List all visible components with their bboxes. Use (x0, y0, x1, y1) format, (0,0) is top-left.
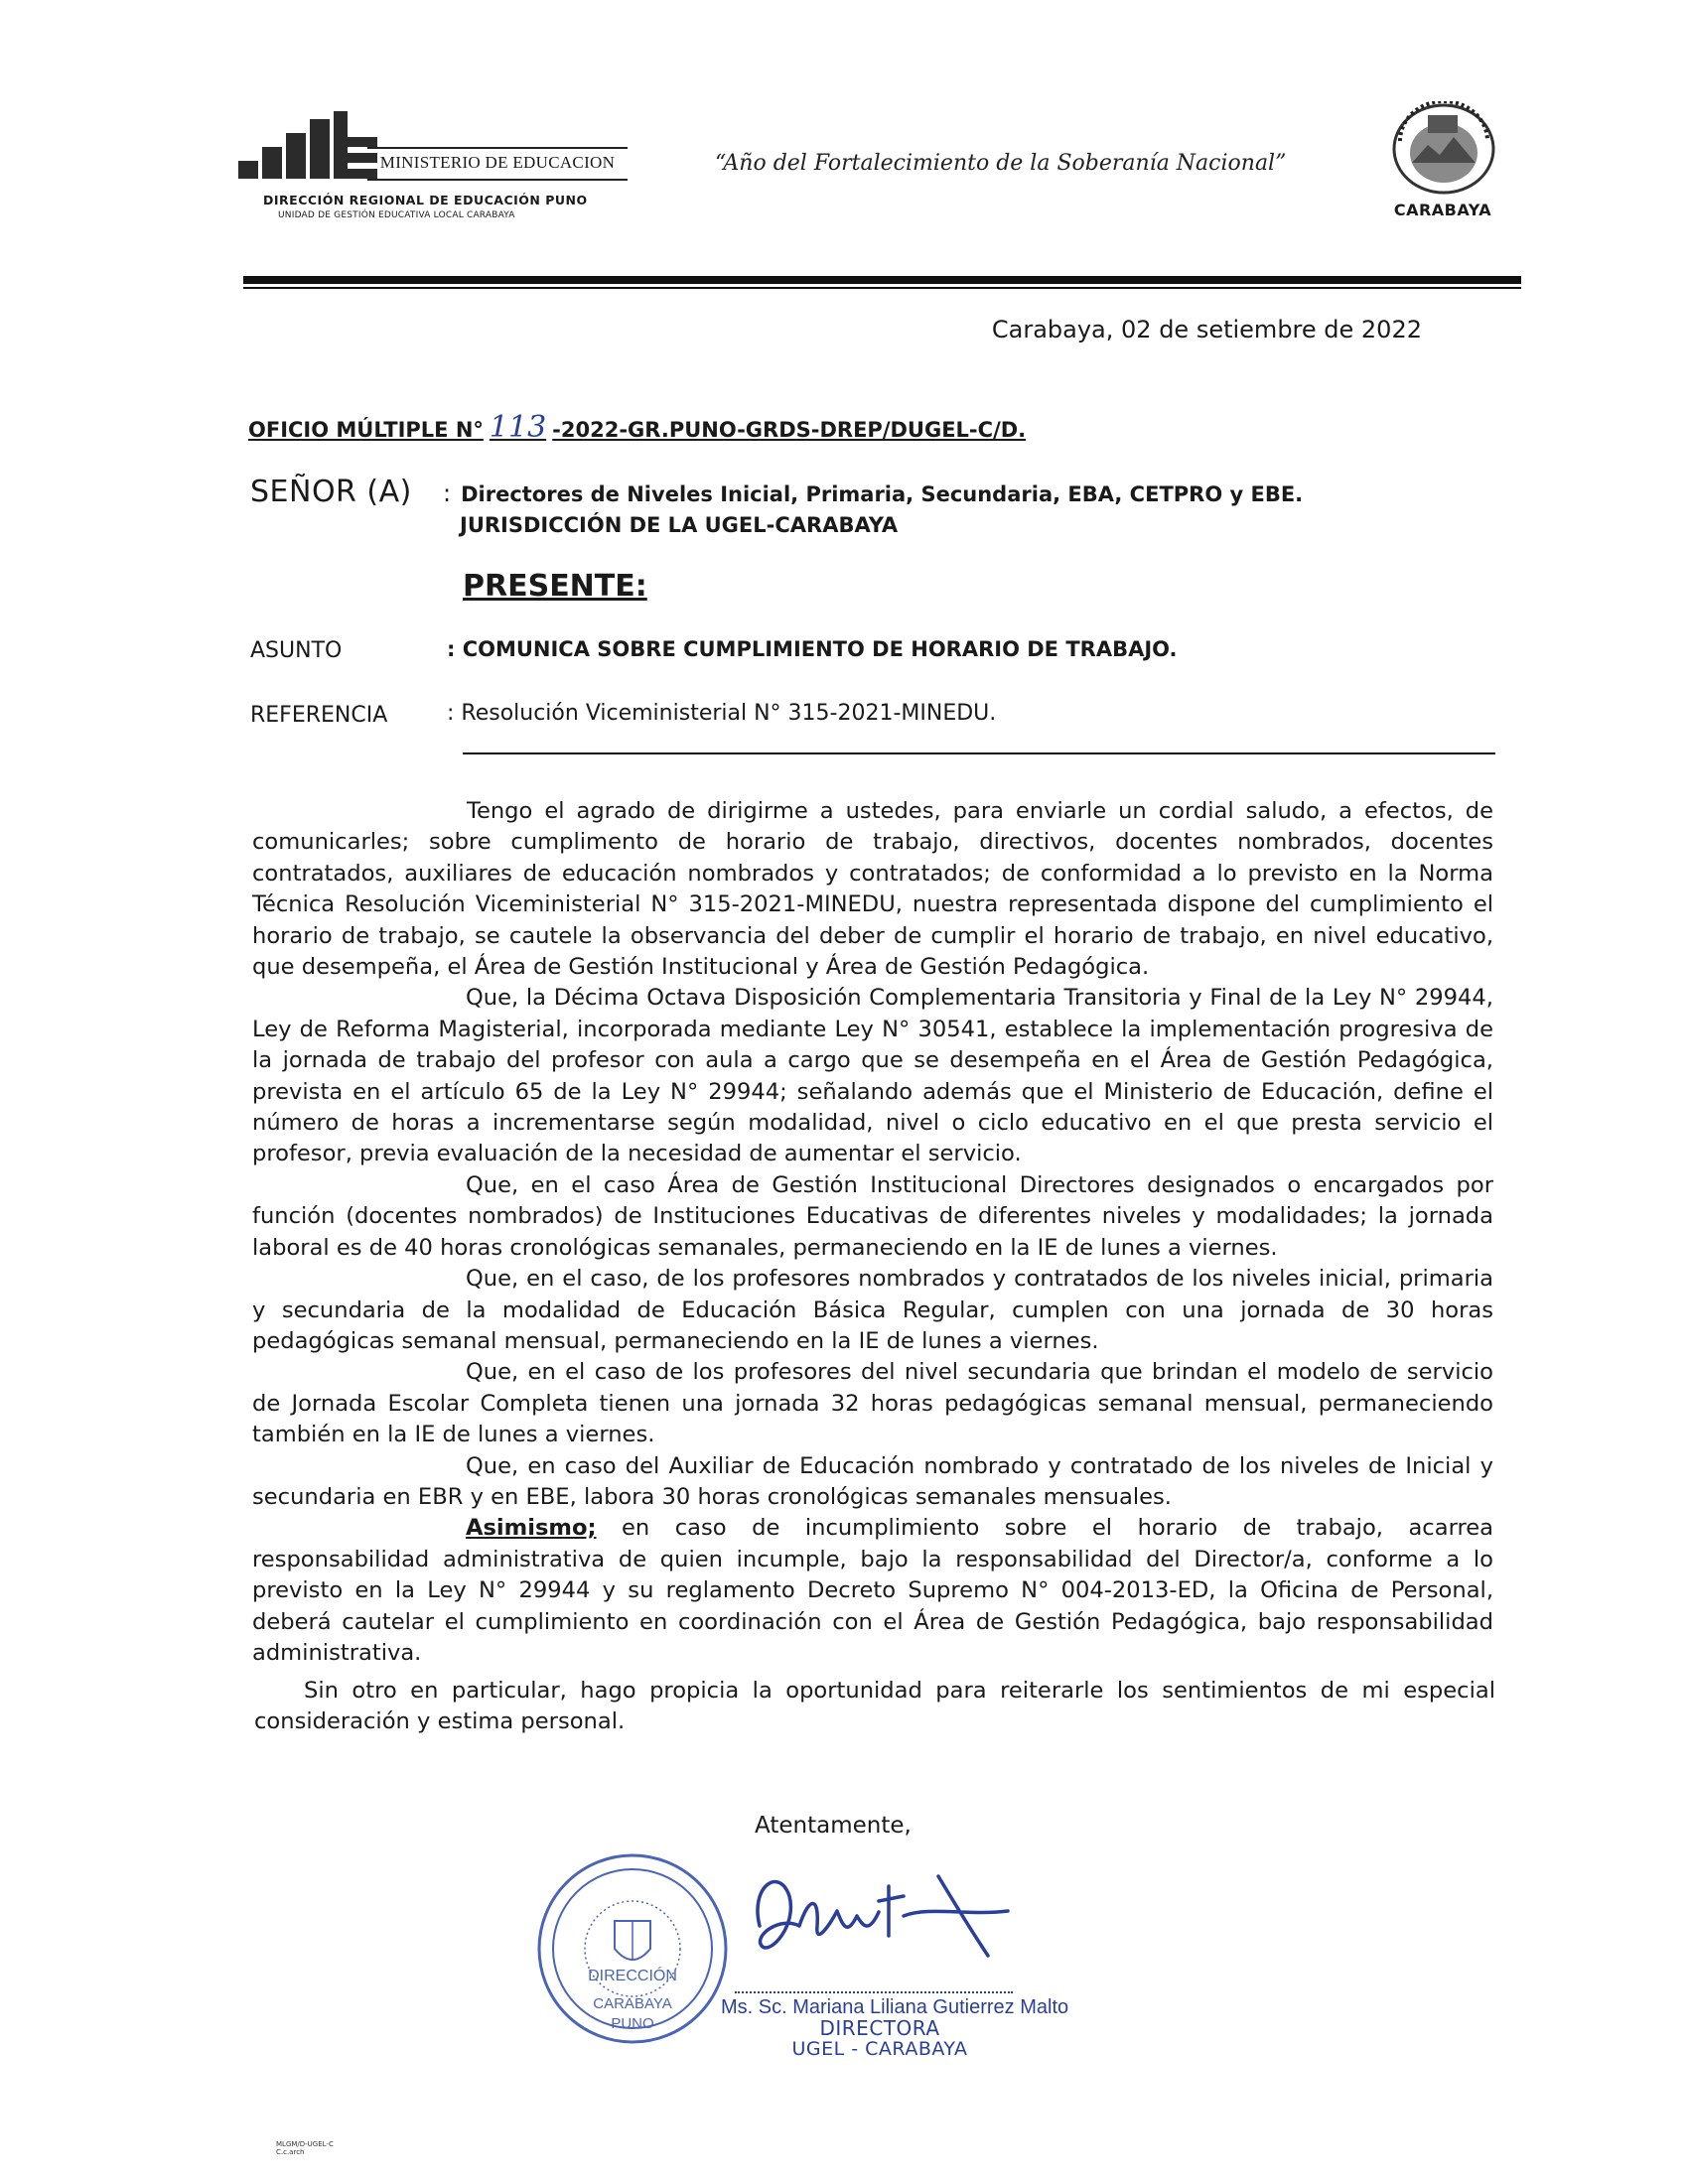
reference-initials (276, 2140, 334, 2156)
ministry-logo (238, 111, 635, 220)
regional-direction: DIRECCIÓN REGIONAL DE EDUCACIÓN PUNO (263, 193, 588, 207)
header-rule-thick (243, 276, 1521, 284)
subject-value: : COMUNICA SOBRE CUMPLIMIENTO DE HORARIO DE TRABAJO. (447, 637, 1178, 661)
recipient-value (443, 478, 1303, 541)
recipient-label: SEÑOR (A) (250, 475, 412, 509)
oficio-number-line (248, 410, 1026, 445)
body-paragraph-3: Que, en el caso Área de Gestión Institucional Directores designados o encargados por función (docentes nombrados) de Instituciones Educativas de diferentes niveles y modalidades; la jornada laboral es de 40 horas cronológicas semanales, permaneciendo en la IE de lunes a viernes. (252, 1171, 1493, 1261)
oficio-prefix: OFICIO MÚLTIPLE N° (248, 418, 484, 442)
stamp-center-text: DIRECCIÓN (588, 1968, 677, 1984)
recipient-line-2: JURISDICCIÓN DE LA UGEL-CARABAYA (460, 513, 899, 537)
recipient-colon: : (443, 479, 452, 507)
signer-role: DIRECTORA (819, 2016, 940, 2040)
body-paragraph-7 (252, 1513, 1493, 1669)
handwritten-signature (740, 1856, 1038, 1976)
body-paragraph-5: Que, en el caso de los profesores del nivel secundaria que brindan el modelo de servicio de Jornada Escolar Completa tienen una jornada 32 horas pedagógicas semanal mensual, permaneciendo también en la IE de lunes a viernes. (252, 1359, 1493, 1448)
reference-initials-line-2: C.c.arch (276, 2148, 305, 2156)
stamp-place-2: PUNO (611, 2015, 654, 2032)
signer-block (721, 1996, 1069, 2060)
signer-name: Ms. Sc. Mariana Liliana Gutierrez Malto (721, 1996, 1069, 2018)
body-paragraph-1: Tengo el agrado de dirigirme a ustedes, para enviarle un cordial saludo, a efectos, de comunicarles; sobre cumplimento de horario de trabajo, directivos, docentes nombrados, docentes contratados, auxiliares de educación nombrados y contratados; de conformidad a lo previsto en la Norma Técnica Resolución Viceministerial N° 315-2021-MINEDU, nuestra representada dispone del cumplimiento el horario de trabajo, se cautele la observancia del deber de cumplir el horario de trabajo, en nivel educativo, que desempeña, el Área de Gestión Institucional y Área de Gestión Pedagógica. (252, 798, 1493, 981)
reference-label: REFERENCIA (250, 703, 388, 728)
signer-organization: UGEL - CARABAYA (791, 2038, 968, 2060)
subject-label: ASUNTO (250, 638, 343, 663)
signature-line (735, 1991, 1013, 1993)
body-paragraph-7-text: en caso de incumplimiento sobre el horario de trabajo, acarrea responsabilidad administrativa de quien incumple, bajo la responsabilidad del Director/a, conforme a lo previsto en la Ley N° 29944 y su reglamento Decreto Supremo N° 004-2013-ED, la Oficina de Personal, deberá cautelar el cumplimiento en coordinación con el Área de Gestión Pedagógica, bajo responsabilidad administrativa. (252, 1515, 1493, 1666)
ugel-logo (1378, 101, 1507, 225)
oficio-number: 113 (489, 410, 547, 445)
body-paragraph-6: Que, en caso del Auxiliar de Educación nombrado y contratado de los niveles de Inicial y secundaria en EBR y en EBE, labora 30 horas cronológicas semanales mensuales. (252, 1452, 1493, 1510)
body-paragraph-7-lead: Asimismo; (466, 1515, 597, 1542)
ministry-name: MINISTERIO DE EDUCACION (367, 147, 628, 181)
presente-heading: PRESENTE: (463, 569, 647, 604)
ugel-emblem-icon (1388, 101, 1499, 196)
official-stamp (533, 1849, 732, 2048)
body-paragraph-4: Que, en el caso, de los profesores nombrados y contratados de los niveles inicial, primaria y secundaria de la modalidad de Educación Básica Regular, cumplen con una jornada de 30 horas pedagógicas semanal mensual, permaneciendo en la IE de lunes a viernes. (252, 1266, 1493, 1354)
ugel-logo-name: CARABAYA (1393, 201, 1492, 219)
year-motto: “Año del Fortalecimiento de la Soberanía Nacional” (715, 151, 1287, 176)
document-date: Carabaya, 02 de setiembre de 2022 (991, 316, 1422, 343)
header-rule-thin (243, 287, 1521, 289)
recipient-line-1: Directores de Niveles Inicial, Primaria, Secundaria, EBA, CETPRO y EBE. (461, 482, 1304, 506)
reference-rule (463, 752, 1495, 754)
valediction: Atentamente, (755, 1813, 912, 1839)
letter-body (252, 796, 1493, 1669)
body-paragraph-2: Que, la Décima Octava Disposición Complementaria Transitoria y Final de la Ley N° 29944, Ley de Reforma Magisterial, incorporada mediante Ley N° 30541, establece la implementación progresiva de la jornada de trabajo del profesor con aula a cargo que se desempeña en el Área de Gestión Pedagógica, prevista en el artículo 65 de la Ley N° 29944; señalando además que el Ministerio de Educación, define el número de horas a incrementarse según modalidad, nivel o ciclo educativo en el que presta servicio el profesor, previa evaluación de la necesidad de aumentar el servicio. (252, 985, 1493, 1167)
stamp-place-1: CARABAYA (593, 1995, 672, 2012)
reference-value: : Resolución Viceministerial N° 315-2021-MINEDU. (447, 701, 997, 726)
ministry-logo-bars (238, 111, 377, 179)
closing-paragraph: Sin otro en particular, hago propicia la oportunidad para reiterarle los sentimientos de mi especial consideración y estima personal. (254, 1678, 1495, 1735)
local-unit: UNIDAD DE GESTIÓN EDUCATIVA LOCAL CARABAYA (278, 210, 515, 220)
reference-initials-line-1: MLGM/D-UGEL-C (276, 2140, 334, 2148)
oficio-suffix: -2022-GR.PUNO-GRDS-DREP/DUGEL-C/D. (552, 418, 1027, 442)
